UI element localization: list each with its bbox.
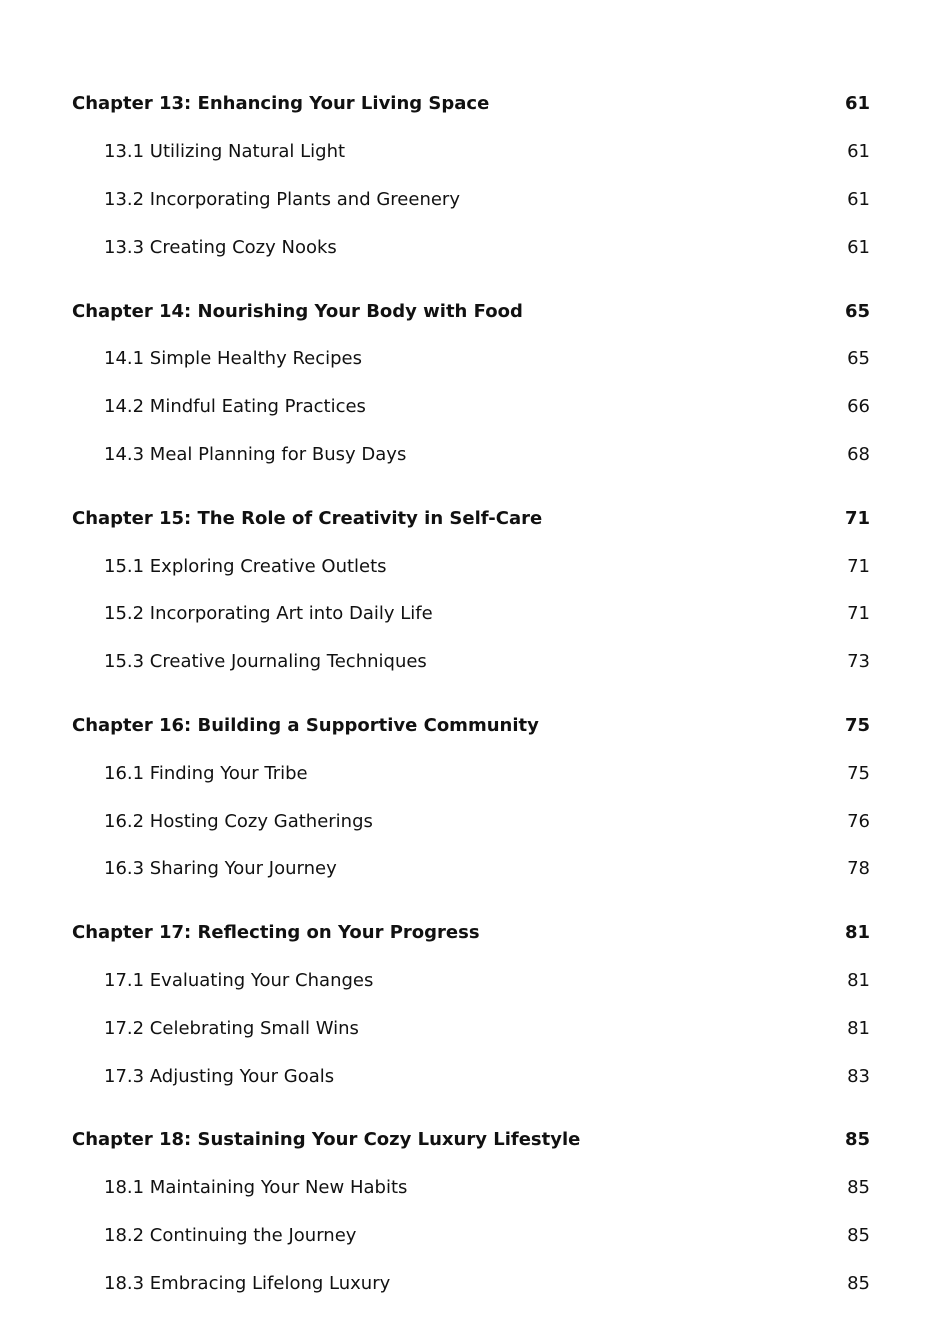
section-title: 16.2 Hosting Cozy Gatherings <box>104 810 373 832</box>
toc-chapter-18 <box>72 1116 870 1307</box>
chapter-heading-row[interactable] <box>72 1116 870 1164</box>
chapter-page-number: 61 <box>844 93 870 115</box>
section-page-number: 68 <box>847 443 870 465</box>
section-title: 13.1 Utilizing Natural Light <box>104 141 346 163</box>
chapter-page-number: 65 <box>844 300 870 322</box>
chapter-title: Chapter 17: Reflecting on Your Progress <box>72 922 480 944</box>
section-title: 15.2 Incorporating Art into Daily Life <box>104 603 433 625</box>
chapter-heading-row[interactable] <box>72 494 870 542</box>
section-page-number: 83 <box>847 1065 870 1087</box>
table-of-contents <box>72 80 870 1323</box>
section-row[interactable] <box>72 128 870 176</box>
section-title: 13.3 Creating Cozy Nooks <box>104 236 337 258</box>
section-page-number: 85 <box>847 1177 870 1199</box>
section-page-number: 66 <box>847 396 870 418</box>
chapter-page-number: 71 <box>844 507 870 529</box>
section-page-number: 61 <box>847 141 870 163</box>
section-page-number: 85 <box>847 1272 870 1294</box>
section-page-number: 61 <box>847 188 870 210</box>
chapter-title: Chapter 14: Nourishing Your Body with Food <box>72 300 523 322</box>
toc-chapter-13 <box>72 80 870 271</box>
section-row[interactable] <box>72 176 870 224</box>
section-title: 14.3 Meal Planning for Busy Days <box>104 443 407 465</box>
section-row[interactable] <box>72 749 870 797</box>
section-page-number: 65 <box>847 348 870 370</box>
section-title: 14.2 Mindful Eating Practices <box>104 396 366 418</box>
chapter-title: Chapter 16: Building a Supportive Community <box>72 714 539 736</box>
section-row[interactable] <box>72 335 870 383</box>
section-title: 14.1 Simple Healthy Recipes <box>104 348 363 370</box>
section-row[interactable] <box>72 1259 870 1307</box>
toc-chapter-14 <box>72 287 870 478</box>
chapter-page-number: 75 <box>844 714 870 736</box>
toc-chapter-16 <box>72 702 870 893</box>
section-row[interactable] <box>72 1164 870 1212</box>
section-title: 16.1 Finding Your Tribe <box>104 762 308 784</box>
section-row[interactable] <box>72 845 870 893</box>
section-title: 17.2 Celebrating Small Wins <box>104 1017 359 1039</box>
section-row[interactable] <box>72 590 870 638</box>
section-row[interactable] <box>72 1212 870 1260</box>
section-row[interactable] <box>72 957 870 1005</box>
section-row[interactable] <box>72 383 870 431</box>
section-title: 18.2 Continuing the Journey <box>104 1224 357 1246</box>
section-page-number: 71 <box>847 603 870 625</box>
section-title: 17.1 Evaluating Your Changes <box>104 969 374 991</box>
chapter-title: Chapter 15: The Role of Creativity in Self-Care <box>72 507 543 529</box>
chapter-page-number: 81 <box>844 922 870 944</box>
section-row[interactable] <box>72 1004 870 1052</box>
section-page-number: 73 <box>847 651 870 673</box>
chapter-heading-row[interactable] <box>72 287 870 335</box>
section-page-number: 76 <box>847 810 870 832</box>
toc-chapter-17 <box>72 909 870 1100</box>
section-page-number: 81 <box>847 1017 870 1039</box>
section-page-number: 75 <box>847 762 870 784</box>
section-page-number: 71 <box>847 555 870 577</box>
section-title: 15.3 Creative Journaling Techniques <box>104 651 427 673</box>
chapter-heading-row[interactable] <box>72 909 870 957</box>
section-page-number: 81 <box>847 969 870 991</box>
section-title: 17.3 Adjusting Your Goals <box>104 1065 335 1087</box>
section-page-number: 61 <box>847 236 870 258</box>
section-row[interactable] <box>72 1052 870 1100</box>
section-page-number: 85 <box>847 1224 870 1246</box>
section-row[interactable] <box>72 542 870 590</box>
section-title: 18.3 Embracing Lifelong Luxury <box>104 1272 391 1294</box>
section-title: 18.1 Maintaining Your New Habits <box>104 1177 408 1199</box>
section-row[interactable] <box>72 223 870 271</box>
section-title: 13.2 Incorporating Plants and Greenery <box>104 188 460 210</box>
chapter-heading-row[interactable] <box>72 80 870 128</box>
chapter-heading-row[interactable] <box>72 702 870 750</box>
section-page-number: 78 <box>847 858 870 880</box>
section-title: 16.3 Sharing Your Journey <box>104 858 337 880</box>
chapter-title: Chapter 18: Sustaining Your Cozy Luxury Lifestyle <box>72 1129 581 1151</box>
section-title: 15.1 Exploring Creative Outlets <box>104 555 387 577</box>
toc-chapter-15 <box>72 494 870 685</box>
section-row[interactable] <box>72 797 870 845</box>
chapter-title: Chapter 13: Enhancing Your Living Space <box>72 93 490 115</box>
section-row[interactable] <box>72 431 870 479</box>
chapter-page-number: 85 <box>844 1129 870 1151</box>
section-row[interactable] <box>72 638 870 686</box>
